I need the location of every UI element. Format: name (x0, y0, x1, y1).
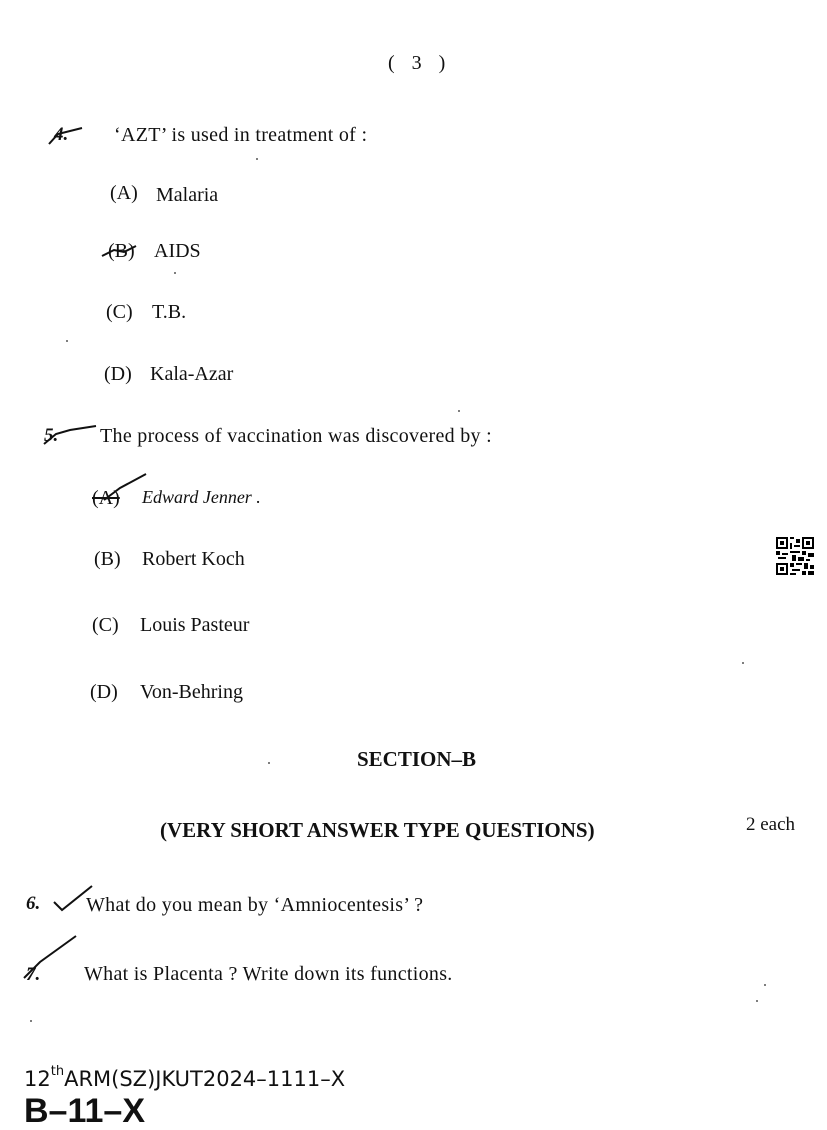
option-label: (C) (92, 614, 119, 636)
option-label: (B) (94, 548, 121, 570)
question-text: What do you mean by ‘Amniocentesis’ ? (86, 894, 424, 916)
option-label: (C) (106, 301, 133, 323)
question-number: 4. (54, 124, 69, 145)
question-number: 6. (26, 893, 41, 914)
option-label: (D) (104, 363, 132, 385)
paper-code-rest: ARM(SZ)JKUT2024–1111–X (64, 1067, 346, 1091)
section-title: SECTION–B (357, 747, 477, 771)
tick-mark-icon (40, 420, 100, 450)
question-number: 5. (44, 425, 59, 446)
option-text: Malaria (156, 184, 219, 206)
question-text: The process of vaccination was discovered by : (100, 425, 493, 447)
paper-big-code: B–11–X (24, 1092, 145, 1130)
question-text: What is Placenta ? Write down its functions. (84, 963, 453, 985)
option-text: Von-Behring (140, 681, 243, 703)
option-text: Edward Jenner . (142, 487, 261, 507)
tick-mark-icon (20, 932, 80, 982)
option-text: Kala-Azar (150, 363, 234, 385)
option-text: T.B. (152, 301, 187, 323)
strike-mark-icon (100, 242, 140, 264)
paper-code (24, 1064, 346, 1091)
question-text: ‘AZT’ is used in treatment of : (114, 124, 368, 146)
paper-code-sup: th (50, 1064, 65, 1079)
paper-code-prefix: 12 (24, 1067, 51, 1091)
option-text: Louis Pasteur (140, 614, 250, 636)
tick-mark-icon (46, 122, 86, 152)
section-subtitle: (VERY SHORT ANSWER TYPE QUESTIONS) (160, 818, 595, 842)
page-number: ( 3 ) (388, 52, 452, 74)
option-label: (A) (110, 182, 138, 204)
qr-code-icon (776, 537, 814, 575)
question-number: 7. (26, 964, 41, 985)
marks-label: 2 each (746, 814, 796, 835)
option-label: (A) (92, 487, 120, 509)
option-text: Robert Koch (142, 548, 245, 570)
option-text: AIDS (154, 240, 201, 262)
option-label: (D) (90, 681, 118, 703)
option-label: (B) (108, 240, 135, 262)
